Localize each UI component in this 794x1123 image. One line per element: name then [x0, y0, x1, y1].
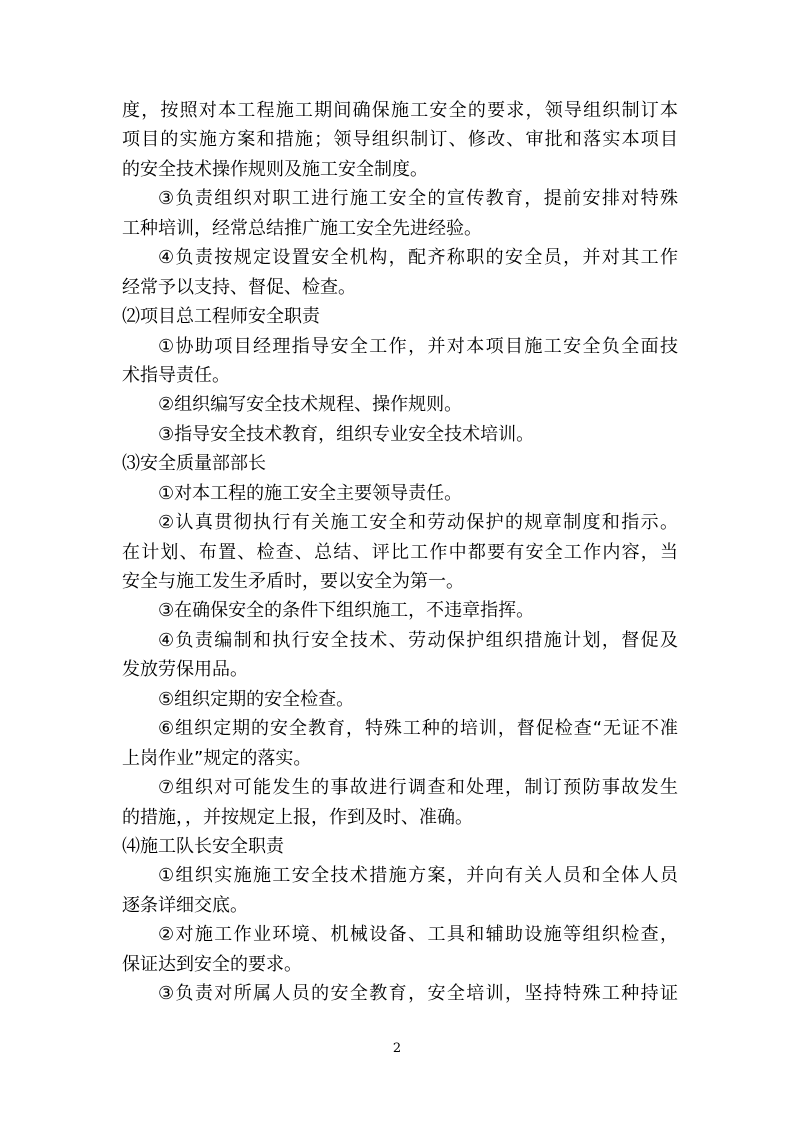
text-line: ⑥组织定期的安全教育，特殊工种的培训，督促检查“无证不准	[158, 718, 678, 740]
text-line: ①协助项目经理指导安全工作，并对本项目施工安全负全面技	[158, 335, 678, 357]
text-line: ①对本工程的施工安全主要领导责任。	[158, 482, 463, 504]
text-line: ④负责按规定设置安全机构，配齐称职的安全员，并对其工作	[158, 247, 678, 269]
text-line: 的安全技术操作规则及施工安全制度。	[122, 158, 428, 180]
text-line: 发放劳保用品。	[122, 659, 248, 681]
text-line: 项目的实施方案和措施；领导组织制订、修改、审批和落实本项目	[122, 129, 678, 151]
text-line: ⑶安全质量部部长	[122, 453, 266, 475]
text-line: ⑷施工队长安全职责	[122, 835, 284, 857]
page-number: 2	[392, 1041, 402, 1056]
text-line: 在计划、布置、检查、总结、评比工作中都要有安全工作内容，当	[122, 541, 678, 563]
text-line: ②对施工作业环境、机械设备、工具和辅助设施等组织检查，	[158, 924, 678, 946]
text-line: ③负责对所属人员的安全教育，安全培训，坚持特殊工种持证	[158, 983, 678, 1005]
text-line: ⑵项目总工程师安全职责	[122, 306, 320, 328]
text-line: 的措施，，并按规定上报，作到及时、准确。	[122, 806, 473, 828]
document-body	[122, 96, 678, 1009]
text-line: ④负责编制和执行安全技术、劳动保护组织措施计划，督促及	[158, 629, 678, 651]
text-line: ③在确保安全的条件下组织施工，不违章指挥。	[158, 600, 535, 622]
text-line: ⑤组织定期的安全检查。	[158, 688, 355, 710]
text-line: 安全与施工发生矛盾时，要以安全为第一。	[122, 571, 464, 592]
text-line: 度，按照对本工程施工期间确保施工安全的要求，领导组织制订本	[122, 100, 678, 121]
text-line: 经常予以支持、督促、检查。	[122, 276, 356, 298]
text-line: ②组织编写安全技术规程、操作规则。	[158, 394, 463, 416]
text-line: ①组织实施施工安全技术措施方案，并向有关人员和全体人员	[158, 865, 678, 887]
text-line: 上岗作业”规定的落实。	[122, 747, 312, 769]
text-line: 工种培训，经常总结推广施工安全先进经验。	[122, 217, 482, 239]
text-line: 术指导责任。	[122, 364, 230, 386]
text-line: ②认真贯彻执行有关施工安全和劳动保护的规章制度和指示。	[158, 512, 678, 534]
text-line: ⑦组织对可能发生的事故进行调查和处理，制订预防事故发生	[158, 777, 678, 799]
text-line: ③指导安全技术教育，组织专业安全技术培训。	[158, 423, 535, 445]
text-line: 保证达到安全的要求。	[122, 953, 302, 975]
text-line: ③负责组织对职工进行施工安全的宣传教育，提前安排对特殊	[158, 188, 678, 210]
text-line: 逐条详细交底。	[122, 894, 248, 916]
